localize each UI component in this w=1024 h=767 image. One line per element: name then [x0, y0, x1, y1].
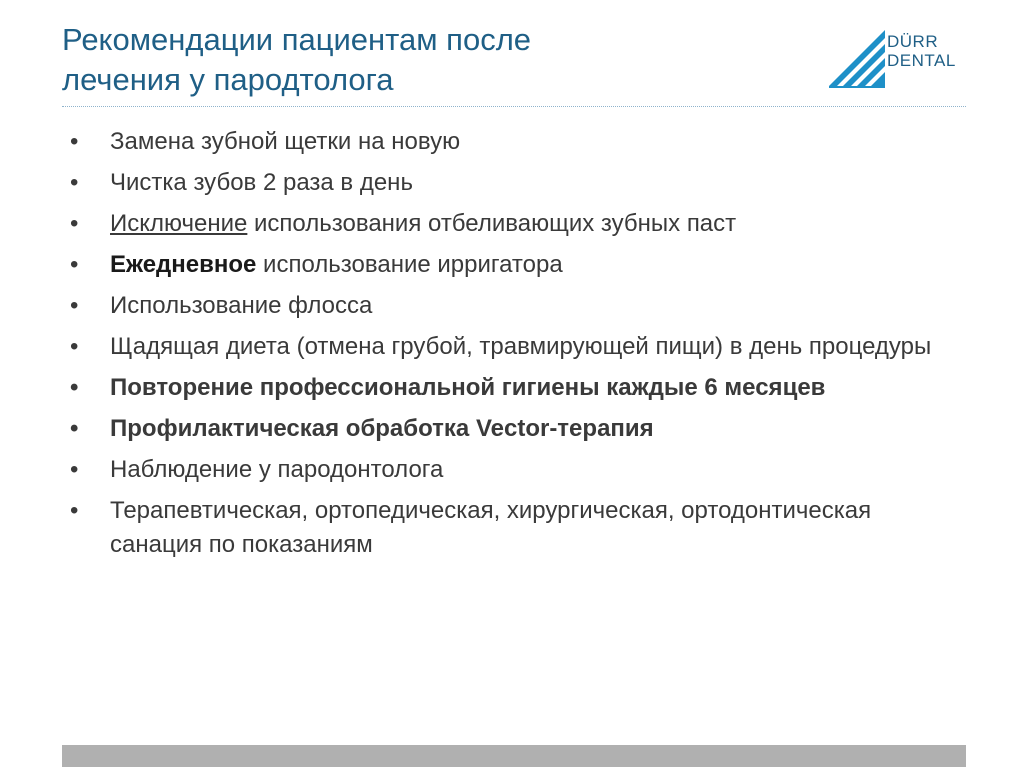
list-item-text: Повторение профессиональной гигиены каждые 6 месяцев: [110, 374, 826, 401]
bullet: •: [70, 292, 79, 319]
list-item-text: Профилактическая обработка Vector-терапия: [110, 415, 654, 442]
title-divider: [62, 106, 966, 107]
bullet: •: [70, 333, 79, 360]
slide-title: [62, 20, 762, 100]
durr-dental-logo-mark-icon: [829, 30, 885, 88]
list-item-text: Щадящая диета (отмена грубой, травмирующей пищи) в день процедуры: [110, 333, 932, 360]
list-item: [62, 289, 962, 323]
bullet: •: [70, 210, 79, 237]
list-item-underlined-lead: Исключение: [110, 210, 248, 237]
bullet: •: [70, 128, 79, 155]
list-item: [62, 371, 962, 405]
slide-title-line-1: Рекомендации пациентам после: [62, 22, 532, 57]
list-item: [62, 453, 962, 487]
recommendations-list: [62, 125, 962, 569]
durr-dental-logo: [829, 30, 969, 90]
list-item: [62, 330, 962, 364]
list-item-text: Чистка зубов 2 раза в день: [110, 169, 413, 196]
bullet: •: [70, 169, 79, 196]
slide-title-line-2: лечения у пародтолога: [62, 62, 394, 97]
list-item-text: Использование флосса: [110, 292, 373, 319]
logo-text-line-1: DÜRR: [887, 32, 939, 51]
list-item-bold-lead: Ежедневное: [110, 251, 257, 278]
list-item: [62, 248, 962, 282]
footer-bar: [62, 745, 966, 767]
bullet: •: [70, 374, 79, 401]
list-item-text: Наблюдение у пародонтолога: [110, 456, 444, 483]
bullet: •: [70, 415, 79, 442]
list-item-text: Замена зубной щетки на новую: [110, 128, 461, 155]
list-item: [62, 207, 962, 241]
bullet: •: [70, 497, 79, 524]
list-item: [62, 494, 962, 562]
bullet: •: [70, 251, 79, 278]
bullet: •: [70, 456, 79, 483]
list-item-text: Терапевтическая, ортопедическая, хирургическая, ортодонтическая санация по показаниям: [110, 497, 872, 558]
list-item: [62, 412, 962, 446]
list-item: [62, 166, 962, 200]
list-item-text: использование ирригатора: [256, 251, 563, 278]
list-item-text: использования отбеливающих зубных паст: [247, 210, 737, 237]
logo-text-line-2: DENTAL: [887, 51, 956, 70]
list-item: [62, 125, 962, 159]
